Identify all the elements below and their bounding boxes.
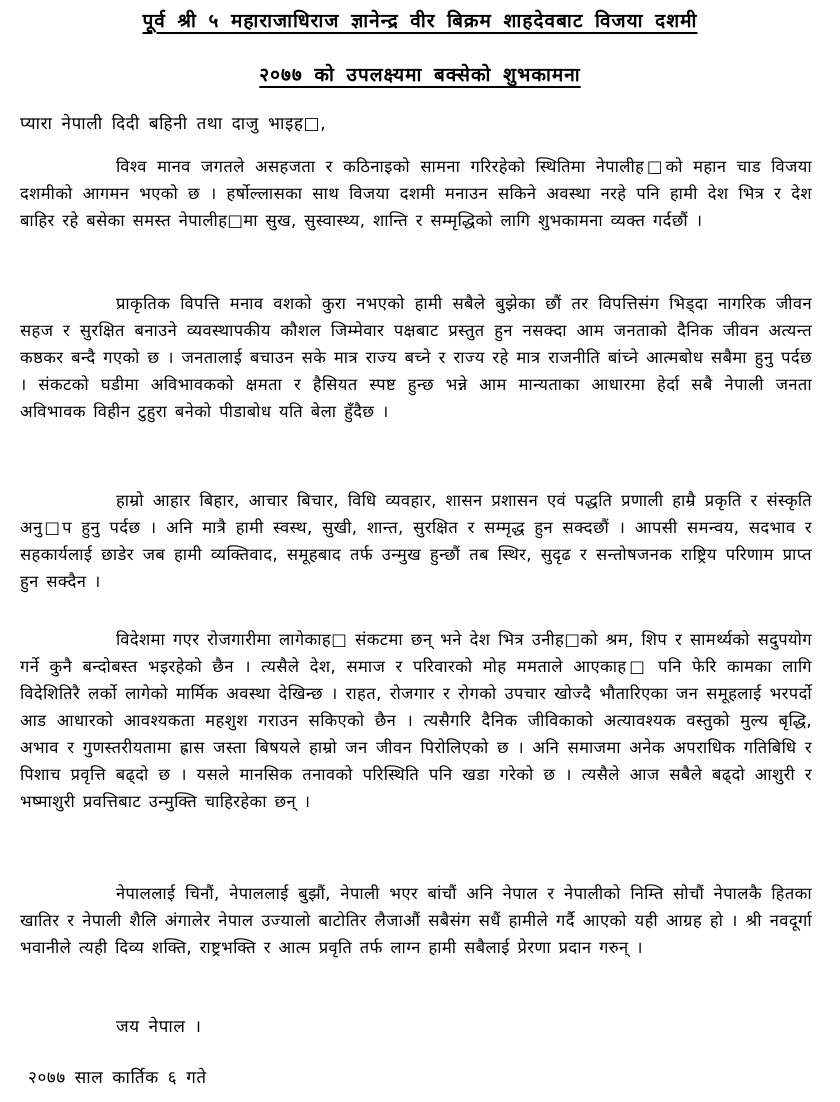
salutation: प्यारा नेपाली दिदी बहिनी तथा दाजु भाइह□,	[20, 114, 327, 134]
title-line-1: पूर्व श्री ५ महाराजाधिराज ज्ञानेन्द्र वीर बिक्रम शाहदेवबाट विजया दशमी	[142, 10, 698, 32]
paragraph-5: नेपाललाई चिनौं, नेपाललाई बुझौं, नेपाली भएर बांचौं अनि नेपाल र नेपालीको निम्ति सोचौं नेपालकै हितका खातिर र नेपाली शैलि अंगालेर नेपाल उज्यालो बाटोतिर लैजाऔं सबैसंग सधैं हामीले गर्दै आएको यही आग्रह हो । श्री नवदूर्गा भवानीले त्यही दिव्य शक्ति, राष्ट्रभक्ति र आत्म प्रवृति तर्फ लाग्न हामी सबैलाई प्रेरणा प्रदान गरुन् ।	[20, 884, 812, 957]
paragraph-3: हाम्रो आहार बिहार, आचार बिचार, विधि व्यवहार, शासन प्रशासन एवं पद्धति प्रणाली हाम्रै प्रकृति र संस्कृति अनु□प हुनु पर्दछ । अनि मात्रै हामी स्वस्थ, सुखी, शान्त, सुरक्षित र सम्मृद्ध हुन सक्दछौं । आपसी समन्वय, सदभाव र सहकार्यलाई छाडेर जब हामी व्यक्तिवाद, समूहबाद तर्फ उन्मुख हुन्छौं तब स्थिर, सुदृढ र सन्तोषजनक राष्ट्रिय परिणाम प्राप्त हुन सक्दैन ।	[20, 491, 812, 591]
date-line: २०७७ साल कार्तिक ६ गते	[28, 1068, 207, 1088]
paragraph-2: प्राकृतिक विपत्ति मनाव वशको कुरा नभएको हामी सबैले बुझेका छौं तर विपत्तिसंग भिड्दा नागरिक जीवन सहज र सुरक्षित बनाउने व्यवस्थापकीय कौशल जिम्मेवार पक्षबाट प्रस्तुत हुन नसक्दा आम जनताको दैनिक जीवन अत्यन्त कष्ठकर बन्दै गएको छ । जनतालाई बचाउन सके मात्र राज्य बच्ने र राज्य रहे मात्र राजनीति बांच्ने आत्मबोध सबैमा हुनु पर्दछ । संकटको घडीमा अविभावकको क्षमता र हैसियत स्पष्ट हुन्छ भन्ने आम मान्यताका आधारमा हेर्दा सबै नेपाली जनता अविभावक विहीन टुहुरा बनेको पीडाबोध यति बेला हुँदैछ ।	[20, 294, 812, 421]
paragraph-1: विश्व मानव जगतले असहजता र कठिनाइको सामना गरिरहेको स्थितिमा नेपालीह□को महान चाड विजया दशमीको आगमन भएको छ । हर्षोल्लासका साथ विजया दशमी मनाउन सकिने अवस्था नरहे पनि हामी देश भित्र र देश बाहिर रहे बसेका समस्त नेपालीह□मा सुख, सुस्वास्थ्य, शान्ति र सम्मृद्धिको लागि शुभकामना व्यक्त गर्दछौं ।	[20, 157, 812, 230]
title-line-2: २०७७ को उपलक्ष्यमा बक्सेको शुभकामना	[259, 64, 581, 86]
paragraph-4: विदेशमा गएर रोजगारीमा लागेकाह□ संकटमा छन् भने देश भित्र उनीह□को श्रम, शिप र सामर्थ्यको सदुपयोग गर्ने कुनै बन्दोबस्त भइरहेको छैन । त्यसैले देश, समाज र परिवारको मोह ममताले आएकाह□ पनि फेरि कामका लागि विदेशितिरै लर्को लागेको मार्मिक अवस्था देखिन्छ । राहत, रोजगार र रोगको उपचार खोज्दै भौतारिएका जन समूहलाई भरपर्दो आड आधारको आवश्यकता महशुश गराउन सकिएको छैन । त्यसैगरि दैनिक जीविकाको अत्यावश्यक वस्तुको मुल्य बृद्धि, अभाव र गुणस्तरीयतामा ह्रास जस्ता बिषयले हाम्रो जन जीवन पिरोलिएको छ । अनि समाजमा अनेक अपराधिक गतिबिधि र पिशाच प्रवृत्ति बढ्दो छ । यसले मानसिक तनावको परिस्थिति पनि खडा गरेको छ । त्यसैले आज सबैले बढ्दो आशुरी र भष्माशुरी प्रवत्तिबाट उन्मुक्ति चाहिरहेका छन् ।	[20, 630, 812, 811]
closing-line: जय नेपाल ।	[116, 1017, 202, 1037]
